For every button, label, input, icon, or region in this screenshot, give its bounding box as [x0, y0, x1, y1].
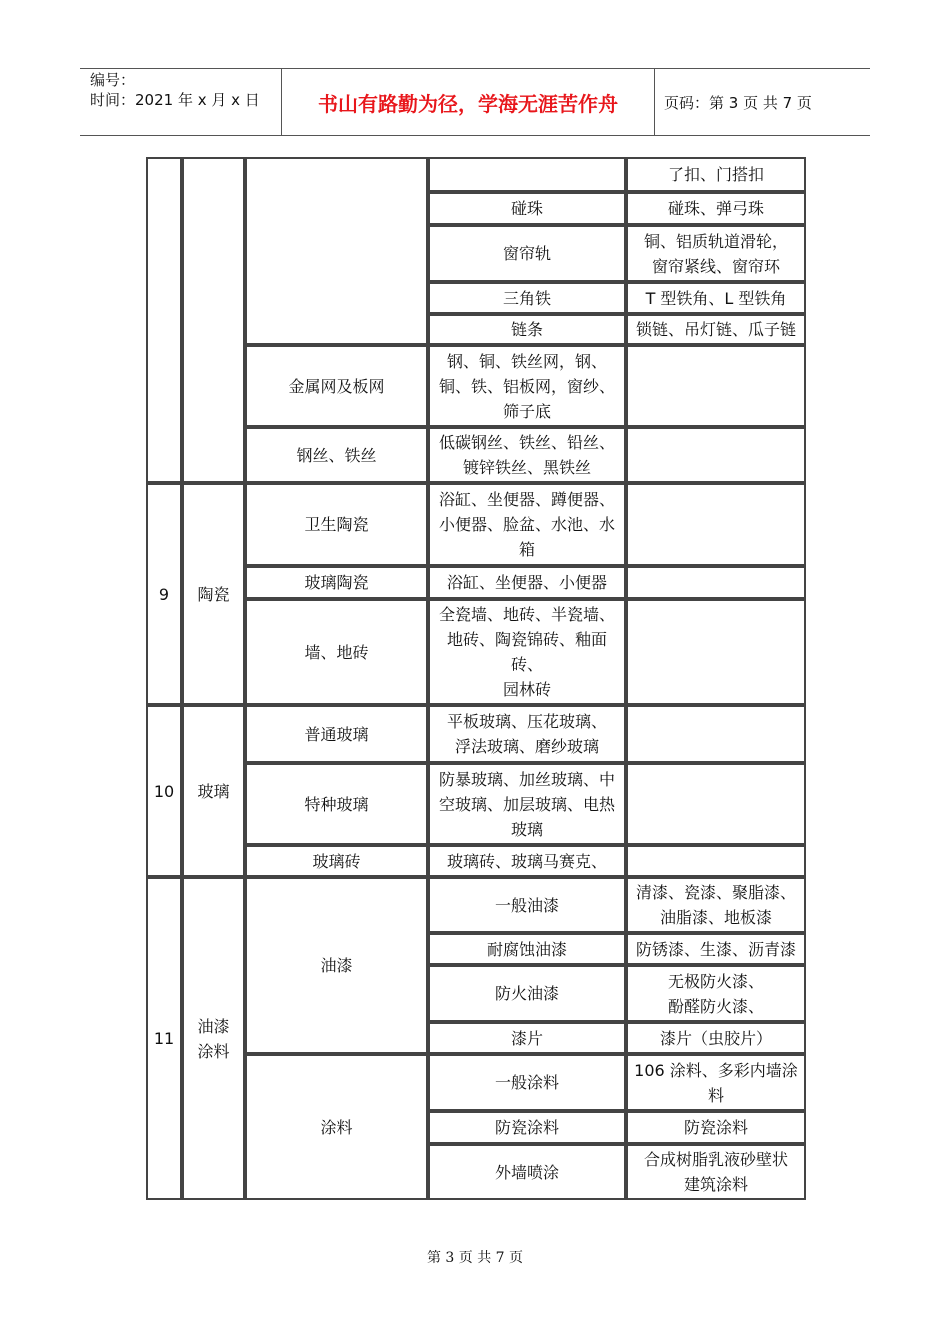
- table-cell-items: 106 涂料、多彩内墙涂 料: [626, 1054, 806, 1111]
- table-cell-subcategory: 钢丝、铁丝: [245, 427, 428, 483]
- table-cell-items: 低碳钢丝、铁丝、铅丝、 镀锌铁丝、黑铁丝: [428, 427, 626, 483]
- table-cell-notes: [626, 705, 806, 763]
- table-cell-name: 外墙喷涂: [428, 1144, 626, 1200]
- table-cell-name: 碰珠: [428, 192, 626, 225]
- table-cell-name: 一般油漆: [428, 877, 626, 933]
- table-cell-items: 防瓷涂料: [626, 1111, 806, 1144]
- table-cell-seq: 9: [146, 483, 182, 705]
- header-motto: 书山有路勤为径，学海无涯苦作舟: [318, 92, 618, 116]
- table-cell-subcategory: [245, 157, 428, 345]
- table-cell-items: 钢、铜、铁丝网，钢、 铜、铁、铝板网，窗纱、 筛子底: [428, 345, 626, 427]
- document-number-label: 编号：: [90, 71, 136, 89]
- table-cell-subcategory: 玻璃砖: [245, 845, 428, 877]
- table-cell-subcategory: 卫生陶瓷: [245, 483, 428, 566]
- header-divider-right: [654, 69, 655, 135]
- table-cell-items: 铜、铝质轨道滑轮， 窗帘紧线、窗帘环: [626, 225, 806, 282]
- table-cell-notes: [626, 599, 806, 705]
- table-cell-items: 防暴玻璃、加丝玻璃、中 空玻璃、加层玻璃、电热 玻璃: [428, 763, 626, 845]
- table-cell-items: 平板玻璃、压花玻璃、 浮法玻璃、磨纱玻璃: [428, 705, 626, 763]
- table-cell-items: 了扣、门搭扣: [626, 157, 806, 192]
- table-cell-subcategory: 油漆: [245, 877, 428, 1054]
- table-cell-category: 玻璃: [182, 705, 245, 877]
- table-cell-items: 玻璃砖、玻璃马赛克、: [428, 845, 626, 877]
- table-cell-items: 防锈漆、生漆、沥青漆: [626, 933, 806, 965]
- table-cell-items: 合成树脂乳液砂壁状 建筑涂料: [626, 1144, 806, 1200]
- table-cell-notes: [626, 427, 806, 483]
- table-cell-items: 漆片（虫胶片）: [626, 1022, 806, 1054]
- table-cell-seq: 11: [146, 877, 182, 1200]
- document-date-label: 时间：2021 年 x 月 x 日: [90, 91, 260, 109]
- table-cell-items: T 型铁角、L 型铁角: [626, 282, 806, 314]
- table-cell-category: 陶瓷: [182, 483, 245, 705]
- table-cell-notes: [626, 483, 806, 566]
- header-top-rule: [80, 68, 870, 69]
- table-cell-name: 防火油漆: [428, 965, 626, 1022]
- table-cell-name: 链条: [428, 314, 626, 345]
- table-cell-items: 浴缸、坐便器、蹲便器、 小便器、脸盆、水池、水 箱: [428, 483, 626, 566]
- table-cell-subcategory: 玻璃陶瓷: [245, 566, 428, 599]
- header-bottom-rule: [80, 135, 870, 136]
- page-footer: 第 3 页 共 7 页: [426, 1250, 524, 1266]
- header-page-indicator: 页码：第 3 页 共 7 页: [664, 94, 812, 112]
- table-cell-name: 漆片: [428, 1022, 626, 1054]
- table-cell-name: 一般涂料: [428, 1054, 626, 1111]
- table-cell-notes: [626, 845, 806, 877]
- table-cell-seq: [146, 157, 182, 483]
- table-cell-name: 窗帘轨: [428, 225, 626, 282]
- table-cell-name: [428, 157, 626, 192]
- table-cell-items: 锁链、吊灯链、瓜子链: [626, 314, 806, 345]
- table-cell-category: [182, 157, 245, 483]
- table-cell-name: 耐腐蚀油漆: [428, 933, 626, 965]
- table-cell-subcategory: 特种玻璃: [245, 763, 428, 845]
- table-cell-subcategory: 金属网及板网: [245, 345, 428, 427]
- table-cell-items: 清漆、瓷漆、聚脂漆、 油脂漆、地板漆: [626, 877, 806, 933]
- table-cell-items: 碰珠、弹弓珠: [626, 192, 806, 225]
- table-cell-subcategory: 普通玻璃: [245, 705, 428, 763]
- table-cell-seq: 10: [146, 705, 182, 877]
- table-cell-subcategory: 涂料: [245, 1054, 428, 1200]
- table-cell-name: 防瓷涂料: [428, 1111, 626, 1144]
- table-cell-notes: [626, 763, 806, 845]
- table-cell-notes: [626, 345, 806, 427]
- table-cell-notes: [626, 566, 806, 599]
- table-cell-items: 浴缸、坐便器、小便器: [428, 566, 626, 599]
- table-cell-items: 无极防火漆、 酚醛防火漆、: [626, 965, 806, 1022]
- table-cell-subcategory: 墙、地砖: [245, 599, 428, 705]
- table-cell-category: 油漆 涂料: [182, 877, 245, 1200]
- table-cell-name: 三角铁: [428, 282, 626, 314]
- table-cell-items: 全瓷墙、地砖、半瓷墙、 地砖、陶瓷锦砖、釉面 砖、 园林砖: [428, 599, 626, 705]
